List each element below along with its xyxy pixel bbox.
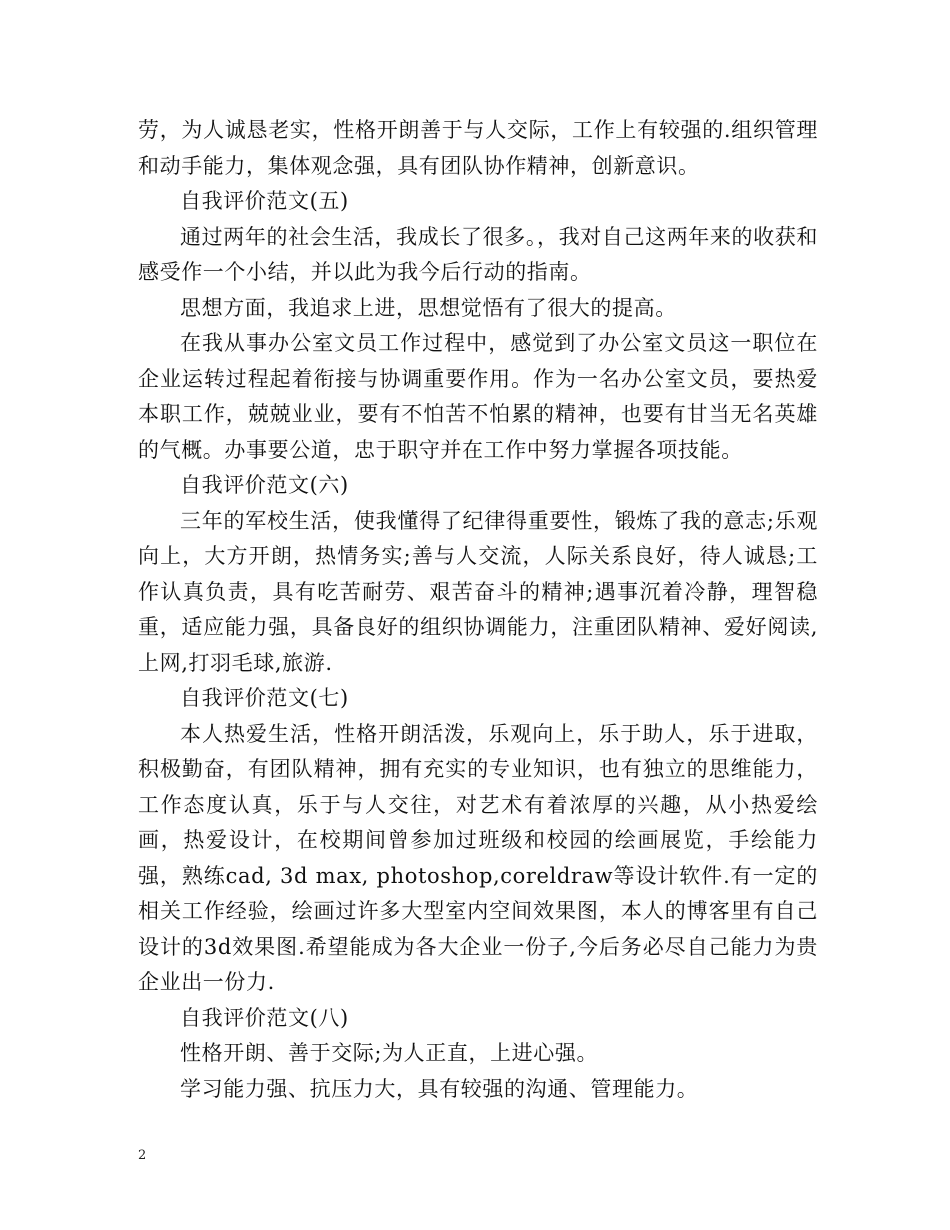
paragraph: 学习能力强、抗压力大，具有较强的沟通、管理能力。 (180, 1076, 699, 1101)
paragraph: 思想方面，我追求上进，思想觉悟有了很大的提高。 (180, 295, 677, 320)
paragraph: 性格开朗、善于交际;为人正直，上进心强。 (180, 1041, 599, 1065)
section-heading-5: 自我评价范文(五) (180, 189, 349, 213)
page-number: 2 (138, 1148, 147, 1163)
section-heading-7: 自我评价范文(七) (180, 686, 349, 710)
section-heading-6: 自我评价范文(六) (180, 473, 349, 497)
document-body (138, 113, 818, 1107)
paragraph: 本人热爱生活，性格开朗活泼，乐观向上，乐于助人，乐于进取，积极勤奋，有团队精神，拥有充实的专业知识，也有独立的思维能力，工作态度认真，乐于与人交往，对艺术有着浓厚的兴趣，从小热爱绘画，热爱设计，在校期间曾参加过班级和校园的绘画展览，手绘能力强，熟练cad, 3d max, photoshop,coreldraw等设计软件.有一定的相关工作经验，绘画过许多大型室内空间效果图，本人的博客里有自己设计的3d效果图.希望能成为各大企业一份子,今后务必尽自己能力为贵企业出一份力. (138, 721, 818, 994)
paragraph: 通过两年的社会生活，我成长了很多。，我对自己这两年来的收获和感受作一个小结，并以此为我今后行动的指南。 (138, 224, 818, 284)
paragraph: 在我从事办公室文员工作过程中，感觉到了办公室文员这一职位在企业运转过程起着衔接与协调重要作用。作为一名办公室文员，要热爱本职工作，兢兢业业，要有不怕苦不怕累的精神，也要有甘当无名英雄的气概。办事要公道，忠于职守并在工作中努力掌握各项技能。 (138, 331, 818, 462)
paragraph: 三年的军校生活，使我懂得了纪律得重要性，锻炼了我的意志;乐观向上，大方开朗，热情务实;善与人交流，人际关系良好，待人诚恳;工作认真负责，具有吃苦耐劳、艰苦奋斗的精神;遇事沉着冷静，理智稳重，适应能力强，具备良好的组织协调能力，注重团队精神、爱好阅读,上网,打羽毛球,旅游. (138, 508, 818, 675)
paragraph-continued: 劳，为人诚恳老实，性格开朗善于与人交际，工作上有较强的.组织管理和动手能力，集体观念强，具有团队协作精神，创新意识。 (138, 118, 818, 178)
section-heading-8: 自我评价范文(八) (180, 1005, 349, 1030)
